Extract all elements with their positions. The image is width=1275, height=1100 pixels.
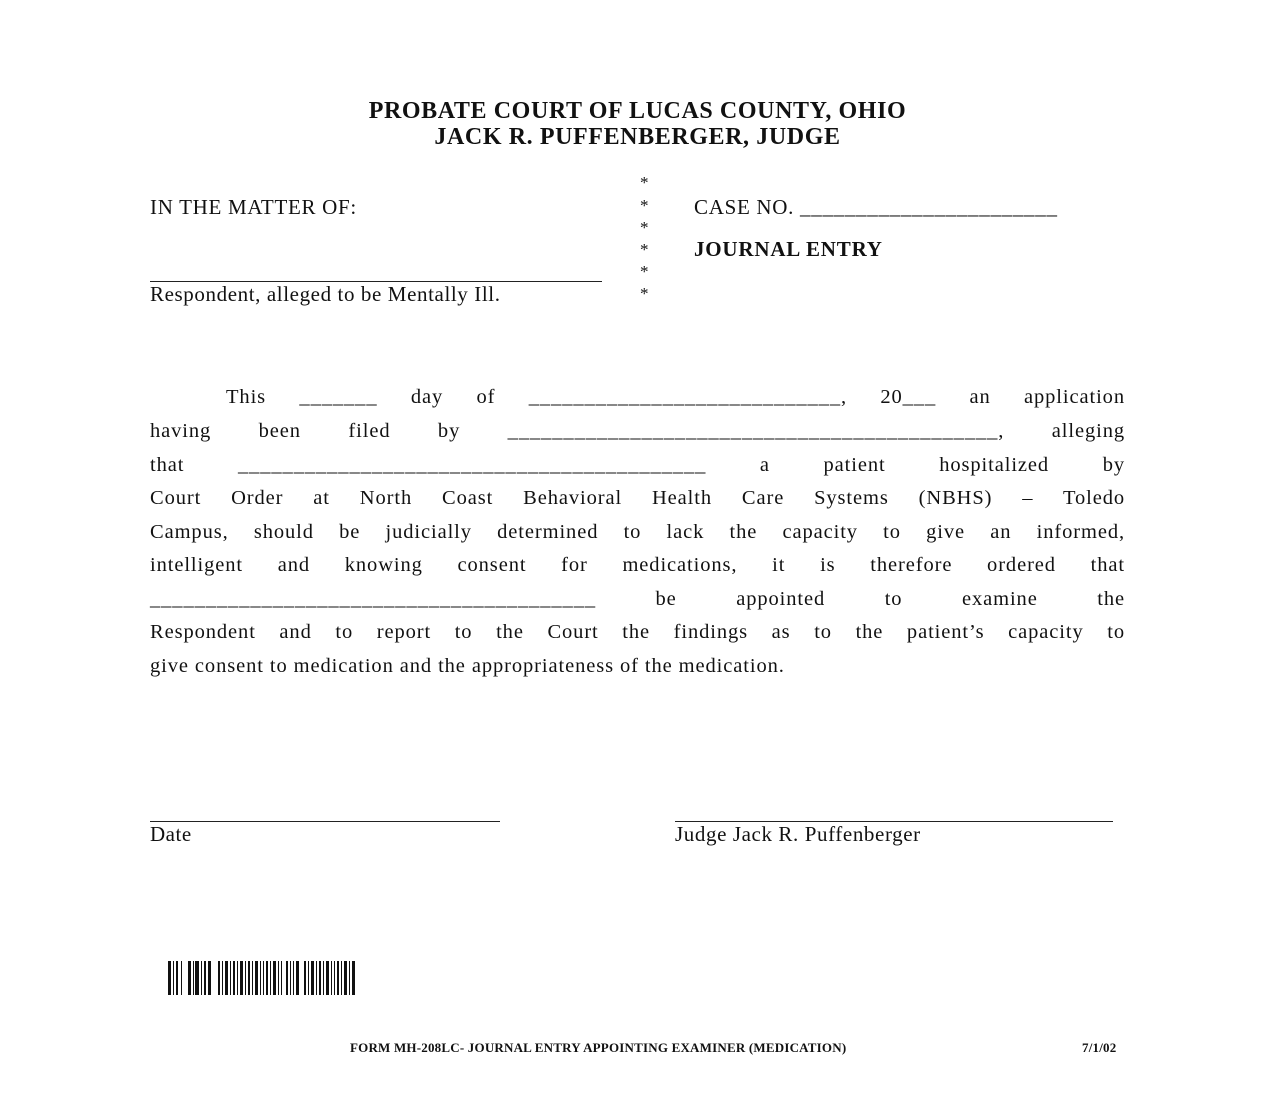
respondent-label: Respondent, alleged to be Mentally Ill.	[150, 282, 501, 306]
date-label: Date	[150, 822, 192, 846]
body-line: ________________________________________ be appointed to examine the	[150, 588, 1125, 610]
body-line: having been filed by ____________________________________________, alleging	[150, 420, 1125, 442]
date-signature-line	[150, 821, 500, 822]
body-line: This _______ day of ____________________________, 20___ an application	[226, 386, 1125, 408]
judge-signature-label: Judge Jack R. Puffenberger	[675, 822, 921, 846]
journal-entry-heading: JOURNAL ENTRY	[694, 237, 883, 261]
case-number-field: CASE NO. _______________________	[694, 195, 1058, 219]
separator-star: *	[640, 284, 649, 303]
body-line: Court Order at North Coast Behavioral Health Care Systems (NBHS) – Toledo	[150, 487, 1125, 509]
matter-label: IN THE MATTER OF:	[150, 195, 357, 219]
body-line: that __________________________________________ a patient hospitalized by	[150, 454, 1125, 476]
body-line: intelligent and knowing consent for medications, it is therefore ordered that	[150, 554, 1125, 576]
separator-star: *	[640, 173, 649, 192]
separator-star: *	[640, 240, 649, 259]
judge-title: JACK R. PUFFENBERGER, JUDGE	[434, 124, 841, 150]
body-line: give consent to medication and the appropriateness of the medication.	[150, 655, 785, 677]
separator-star: *	[640, 196, 649, 215]
body-line: Respondent and to report to the Court the findings as to the patient’s capacity to	[150, 621, 1125, 643]
court-title: PROBATE COURT OF LUCAS COUNTY, OHIO	[368, 98, 907, 124]
form-title: FORM MH-208LC- JOURNAL ENTRY APPOINTING EXAMINER (MEDICATION)	[350, 1040, 847, 1055]
separator-star: *	[640, 218, 649, 237]
body-line: Campus, should be judicially determined to lack the capacity to give an informed,	[150, 521, 1125, 543]
barcode	[168, 961, 358, 995]
separator-star: *	[640, 262, 649, 281]
form-revision-date: 7/1/02	[1082, 1040, 1117, 1055]
